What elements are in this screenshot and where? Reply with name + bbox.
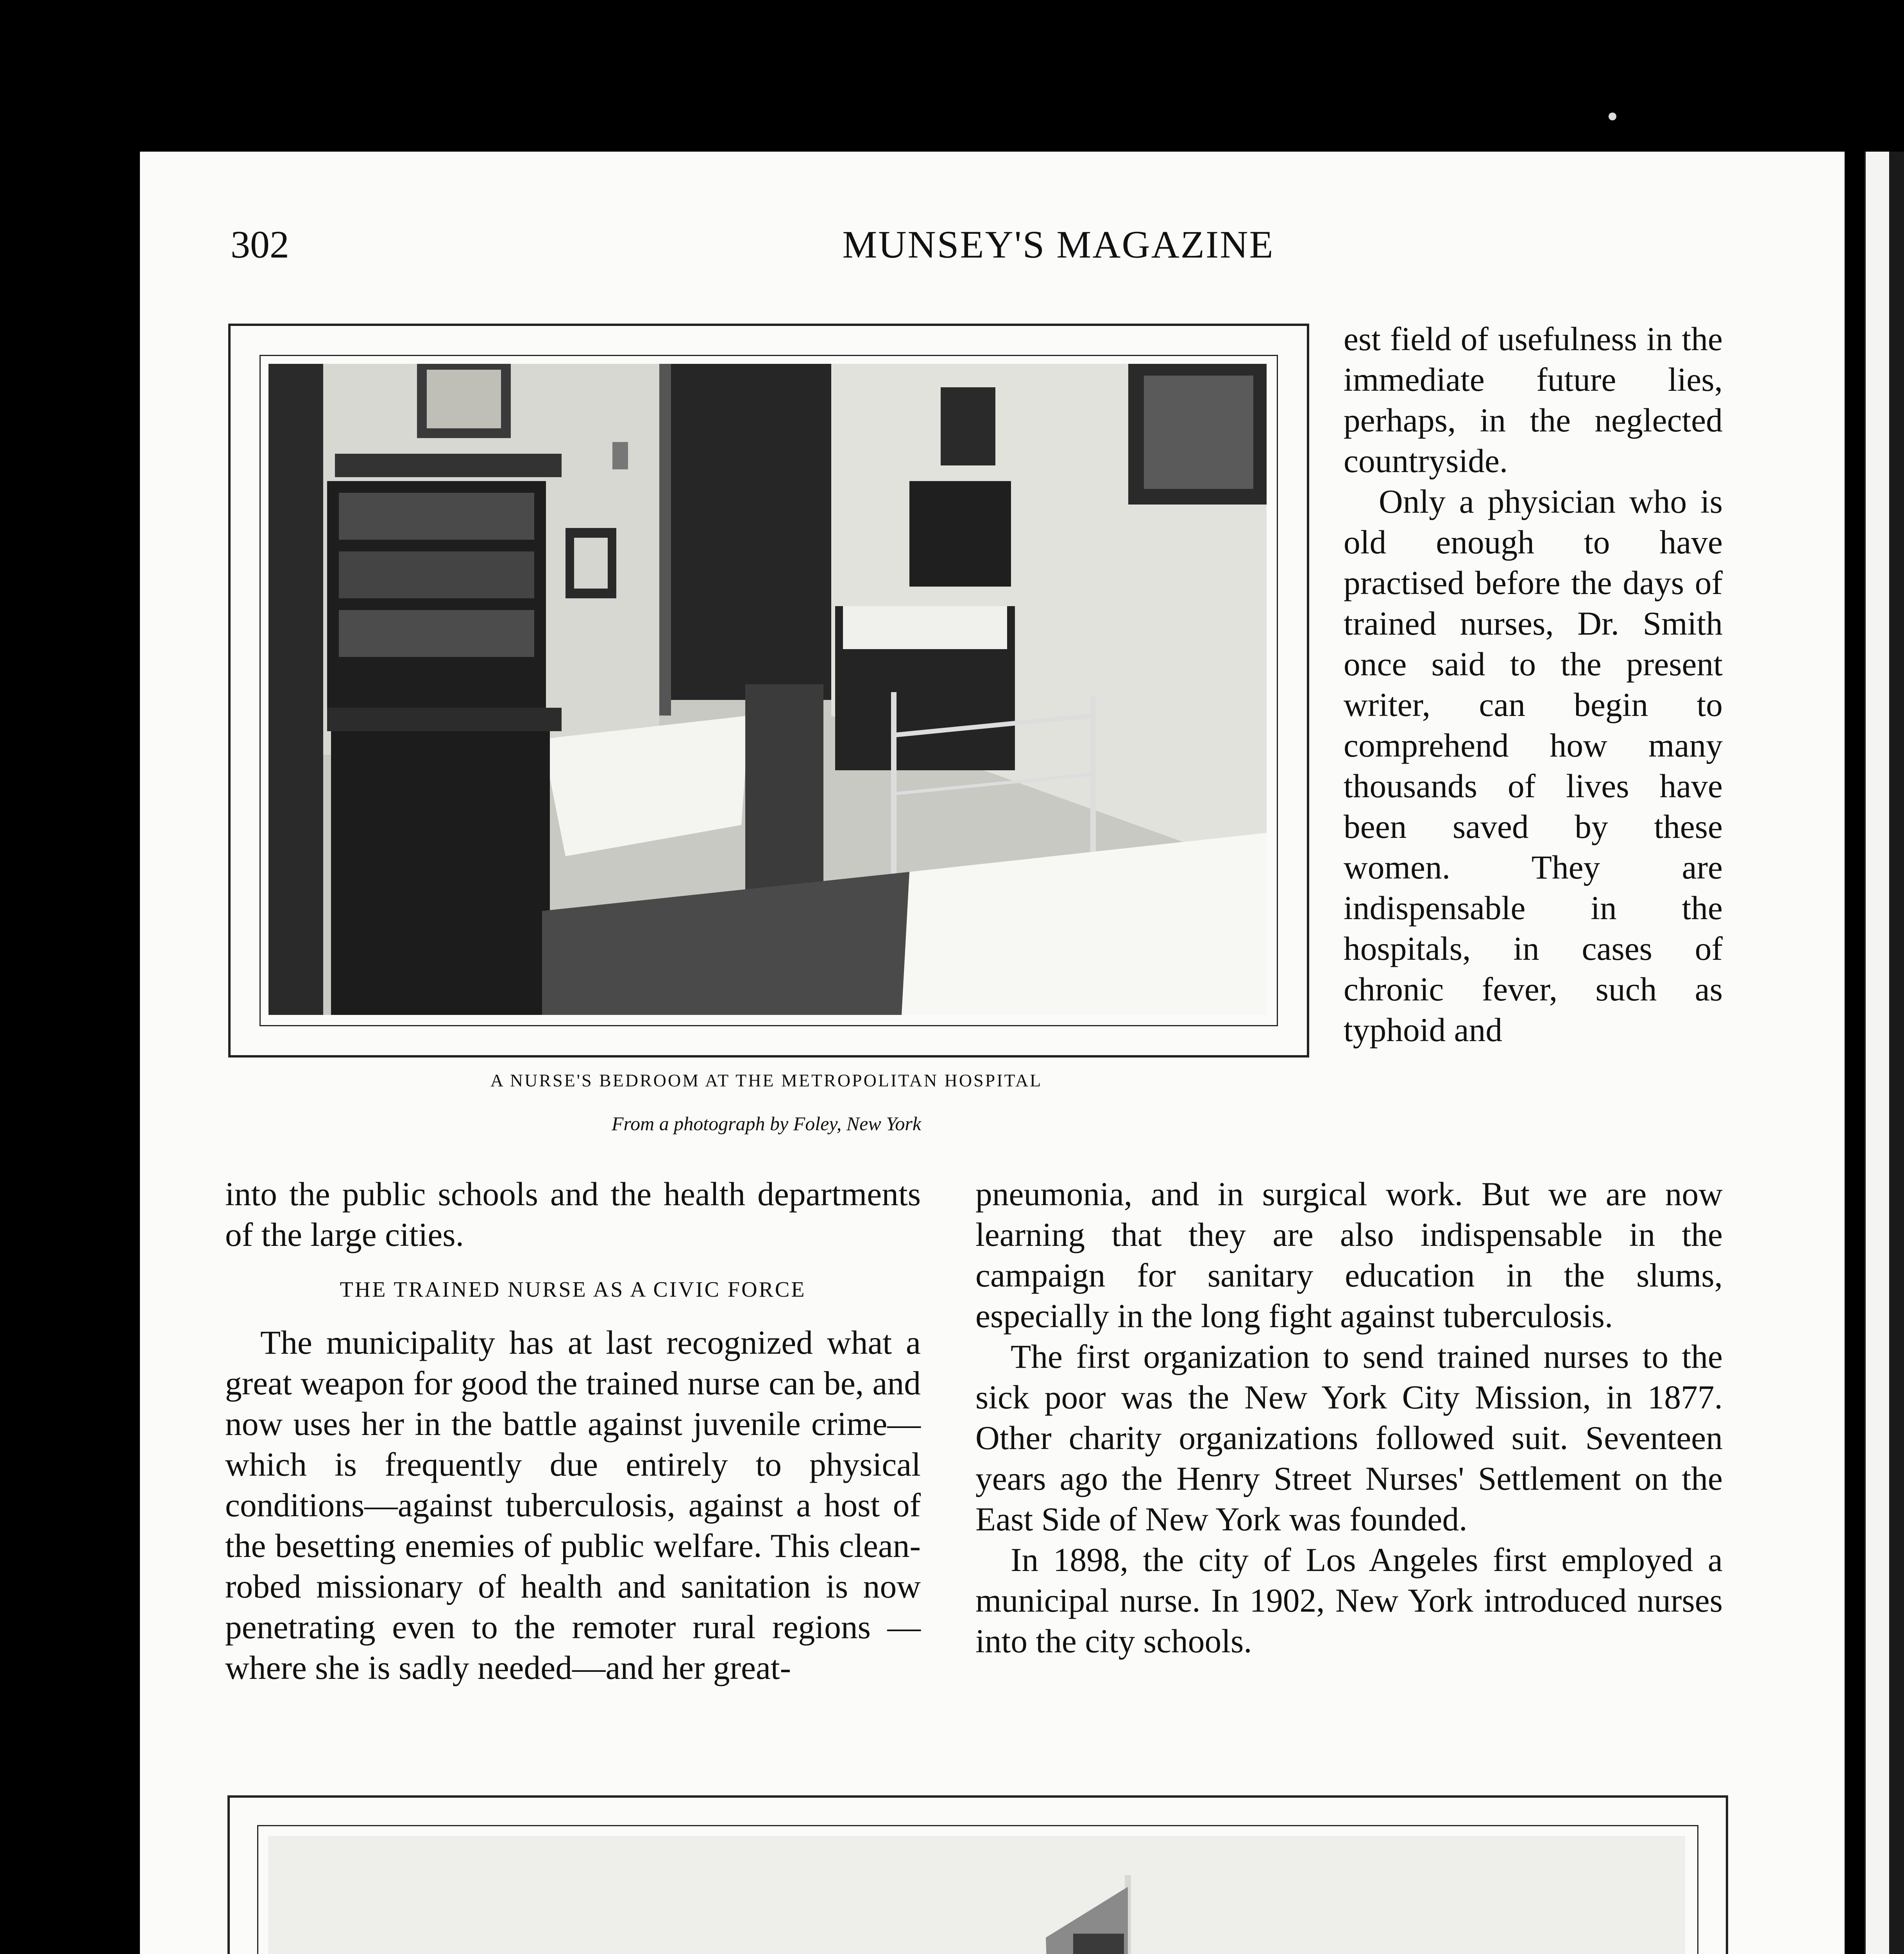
right-column [975,1174,1723,1662]
scan-speck [1609,113,1616,120]
page-number: 302 [231,223,289,266]
bedroom-caption: A NURSE'S BEDROOM AT THE METROPOLITAN HOSPITAL [490,1070,1043,1090]
right-paragraph: The first organization to send trained nurses to the sick poor was the New York City Mission, in 1877. Other charity organizations followed suit. Seventeen years ago the Henry Street Nurses' Settlement on the East Side of New York was founded. [975,1338,1723,1538]
bedroom-credit: From a photograph by Foley, New York [611,1113,922,1134]
adjacent-page-edge [1864,152,1904,1954]
top-right-column [1344,319,1723,1050]
nurses-home-photo-frame [227,1795,1728,1954]
right-paragraph: In 1898, the city of Los Angeles first employed a municipal nurse. In 1902, New York introduced nurses into the city schools. [975,1542,1723,1660]
left-column [225,1174,921,1688]
section-subhead: THE TRAINED NURSE AS A CIVIC FORCE [340,1278,806,1302]
top-right-paragraph: est field of usefulness in the immediate future lies, perhaps, in the neglected countryside. [1344,321,1723,480]
left-paragraph: The municipality has at last recognized what a great weapon for good the trained nurse can be, and now uses her in the battle against juvenile crime—which is frequently due entirely to physical conditions—against tuberculosis, against a host of the besetting enemies of public welfare. This clean-robed missionary of health and sanitation is now penetrating even to the remoter rural regions —where she is sadly needed—and her great- [225,1324,921,1686]
left-paragraph: into the public schools and the health departments of the large cities. [225,1176,921,1253]
right-paragraph: pneumonia, and in surgical work. But we are now learning that they are also indispensable in the campaign for sanitary education in the slums, especially in the long fight against tuberculosis. [975,1176,1723,1335]
bedroom-photo-frame [228,324,1309,1058]
magazine-page [140,152,1845,1954]
bedroom-photo [268,364,1267,1015]
top-right-paragraph: Only a physician who is old enough to have practised before the days of trained nurses, Dr. Smith once said to the present writer, can begin to comprehend how many thousands of lives have been saved by these women. They are indispensable in the hospitals, in cases of chronic fever, such as typhoid and [1344,483,1723,1049]
running-head: MUNSEY'S MAGAZINE [842,223,1274,266]
nurses-home-photo [268,1836,1685,1954]
